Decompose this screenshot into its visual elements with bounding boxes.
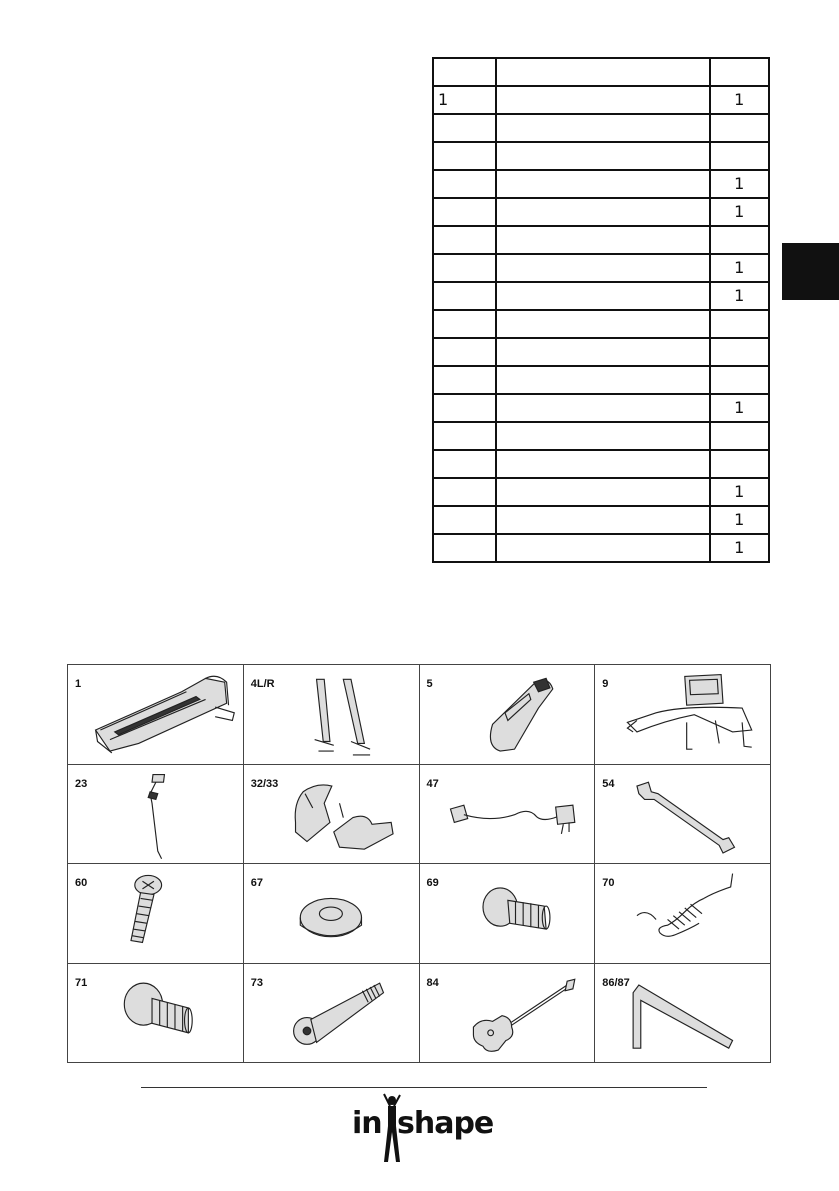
part-cell — [244, 964, 420, 1064]
part-description-cell — [496, 450, 709, 478]
part-quantity-cell — [710, 114, 769, 142]
console-icon — [595, 665, 770, 764]
part-quantity-cell — [710, 338, 769, 366]
screwdriver-key-icon — [420, 964, 595, 1063]
logo-text-right: shape — [397, 1106, 494, 1141]
part-quantity-cell: 1 — [710, 506, 769, 534]
parts-table-row — [433, 254, 769, 282]
part-description-cell — [496, 422, 709, 450]
part-description-cell — [496, 86, 709, 114]
part-quantity-cell — [710, 58, 769, 86]
part-cell — [420, 665, 596, 765]
parts-table-row — [433, 366, 769, 394]
part-quantity-cell — [710, 450, 769, 478]
footer-divider — [141, 1087, 707, 1088]
parts-table-row — [433, 58, 769, 86]
part-quantity-cell: 1 — [710, 198, 769, 226]
part-number: 4L/R — [250, 678, 275, 690]
part-number-cell — [433, 310, 496, 338]
part-quantity-cell — [710, 310, 769, 338]
part-cell — [244, 864, 420, 964]
part-description-cell — [496, 254, 709, 282]
part-description-cell — [496, 366, 709, 394]
wrench-icon — [595, 765, 770, 864]
part-description-cell — [496, 478, 709, 506]
part-description-cell — [496, 506, 709, 534]
part-number-cell — [433, 114, 496, 142]
part-number-cell — [433, 366, 496, 394]
part-cell — [68, 964, 244, 1064]
part-number-cell — [433, 506, 496, 534]
part-number-cell — [433, 198, 496, 226]
part-cell — [244, 765, 420, 865]
part-number: 71 — [75, 976, 88, 989]
part-number: 9 — [602, 678, 609, 690]
part-description-cell — [496, 282, 709, 310]
part-number: 5 — [426, 678, 433, 690]
handlebar-cover-icon — [420, 665, 595, 764]
logo-text-left: in — [352, 1106, 382, 1141]
parts-table-row — [433, 450, 769, 478]
part-cell — [595, 765, 771, 865]
cable-clip-icon — [68, 765, 243, 864]
part-description-cell — [496, 142, 709, 170]
parts-table-row — [433, 534, 769, 562]
part-quantity-cell: 1 — [710, 170, 769, 198]
part-number-cell — [433, 282, 496, 310]
part-number: 84 — [426, 976, 439, 989]
parts-table-row — [433, 478, 769, 506]
parts-table-row — [433, 282, 769, 310]
parts-table-row — [433, 310, 769, 338]
part-number: 54 — [602, 777, 615, 790]
parts-table-row — [433, 114, 769, 142]
part-number-cell — [433, 142, 496, 170]
parts-table-row — [433, 198, 769, 226]
bolt-icon — [68, 964, 243, 1063]
part-description-cell — [496, 226, 709, 254]
part-number: 60 — [75, 877, 88, 889]
part-number: 1 — [75, 678, 82, 690]
part-cell — [420, 864, 596, 964]
part-description-cell — [496, 58, 709, 86]
parts-table-row — [433, 422, 769, 450]
part-number: 69 — [426, 877, 439, 889]
part-number: 67 — [250, 877, 263, 889]
part-number-cell — [433, 422, 496, 450]
part-number: 73 — [250, 976, 263, 989]
part-description-cell — [496, 338, 709, 366]
part-number: 70 — [602, 877, 615, 889]
part-number-cell: 1 — [433, 86, 496, 114]
part-number-cell — [433, 226, 496, 254]
part-quantity-cell — [710, 422, 769, 450]
washer-icon — [244, 864, 419, 963]
coil-cable-icon — [595, 864, 770, 963]
part-quantity-cell: 1 — [710, 394, 769, 422]
part-cell — [68, 765, 244, 865]
screw-icon — [68, 864, 243, 963]
part-number: 23 — [75, 777, 88, 790]
part-description-cell — [496, 198, 709, 226]
bolt-icon — [420, 864, 595, 963]
part-quantity-cell: 1 — [710, 282, 769, 310]
part-description-cell — [496, 170, 709, 198]
part-cell — [420, 964, 596, 1064]
part-number-cell — [433, 450, 496, 478]
part-cell — [68, 665, 244, 765]
part-number-cell — [433, 478, 496, 506]
part-quantity-cell: 1 — [710, 534, 769, 562]
part-number: 32/33 — [250, 777, 279, 790]
part-quantity-cell: 1 — [710, 478, 769, 506]
part-quantity-cell — [710, 366, 769, 394]
part-number-cell — [433, 58, 496, 86]
part-cell — [68, 864, 244, 964]
section-tab-marker — [782, 243, 839, 300]
part-quantity-cell — [710, 142, 769, 170]
power-cord-icon — [420, 765, 595, 864]
base-covers-icon — [244, 765, 419, 864]
parts-table-row — [433, 170, 769, 198]
part-number: 47 — [426, 777, 439, 790]
part-number-cell — [433, 170, 496, 198]
part-quantity-cell: 1 — [710, 86, 769, 114]
part-cell — [595, 964, 771, 1064]
parts-list-table — [432, 57, 770, 563]
parts-illustration-grid — [67, 664, 771, 1063]
part-number-cell — [433, 394, 496, 422]
parts-table-row — [433, 142, 769, 170]
part-number-cell — [433, 338, 496, 366]
upright-posts-icon — [244, 665, 419, 764]
part-cell — [595, 864, 771, 964]
part-cell — [420, 765, 596, 865]
inshape-logo — [340, 1092, 500, 1164]
parts-table-row — [433, 86, 769, 114]
part-description-cell — [496, 310, 709, 338]
part-quantity-cell: 1 — [710, 254, 769, 282]
parts-table-row — [433, 394, 769, 422]
part-cell — [595, 665, 771, 765]
part-cell — [244, 665, 420, 765]
part-number: 86/87 — [602, 976, 630, 989]
part-quantity-cell — [710, 226, 769, 254]
part-description-cell — [496, 394, 709, 422]
treadmill-icon — [68, 665, 243, 764]
long-bolt-icon — [244, 964, 419, 1063]
part-number-cell — [433, 254, 496, 282]
part-description-cell — [496, 534, 709, 562]
part-number-cell — [433, 534, 496, 562]
part-description-cell — [496, 114, 709, 142]
allen-key-icon — [595, 964, 770, 1063]
parts-table-row — [433, 506, 769, 534]
parts-table-row — [433, 338, 769, 366]
parts-table-row — [433, 226, 769, 254]
